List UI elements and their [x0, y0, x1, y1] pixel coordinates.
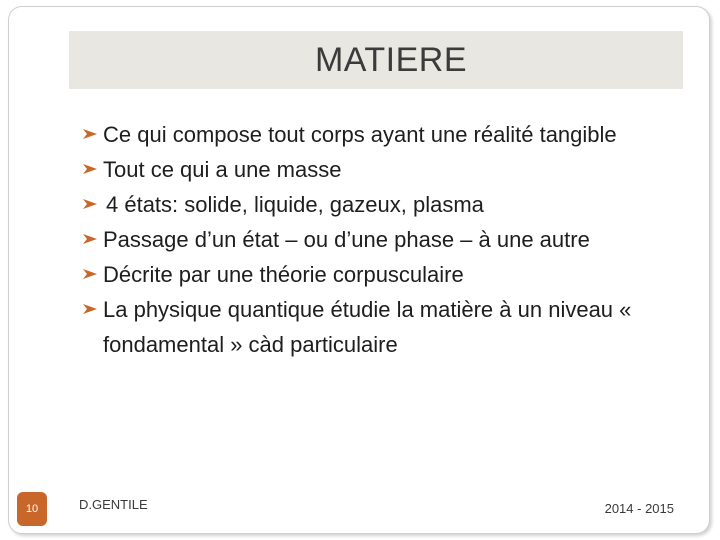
bullet-item [80, 152, 650, 187]
bullet-item [80, 222, 650, 257]
arrow-bullet-icon [82, 292, 100, 327]
bullet-text: Décrite par une théorie corpusculaire [103, 262, 464, 287]
bullet-item [80, 292, 650, 362]
bullet-text: Passage d’un état – ou d’une phase – à une autre [103, 227, 590, 252]
arrow-bullet-icon [82, 257, 100, 292]
bullet-item [80, 187, 650, 222]
arrow-bullet-icon [82, 117, 100, 152]
bullet-list [80, 117, 650, 362]
bullet-text: La physique quantique étudie la matière à un niveau « fondamental » càd particulaire [103, 297, 632, 357]
footer-years: 2014 - 2015 [604, 501, 674, 516]
footer-author: D.GENTILE [79, 497, 148, 512]
arrow-bullet-icon [82, 187, 100, 222]
page-number-badge: 10 [17, 492, 47, 526]
arrow-bullet-icon [82, 152, 100, 187]
bullet-text: Tout ce qui a une masse [103, 157, 342, 182]
bullet-item [80, 117, 650, 152]
arrow-bullet-icon [82, 222, 100, 257]
slide-title: MATIERE [314, 41, 468, 79]
bullet-text: Ce qui compose tout corps ayant une réalité tangible [103, 122, 617, 147]
bullet-item [80, 257, 650, 292]
bullet-text: 4 états: solide, liquide, gazeux, plasma [106, 192, 484, 217]
